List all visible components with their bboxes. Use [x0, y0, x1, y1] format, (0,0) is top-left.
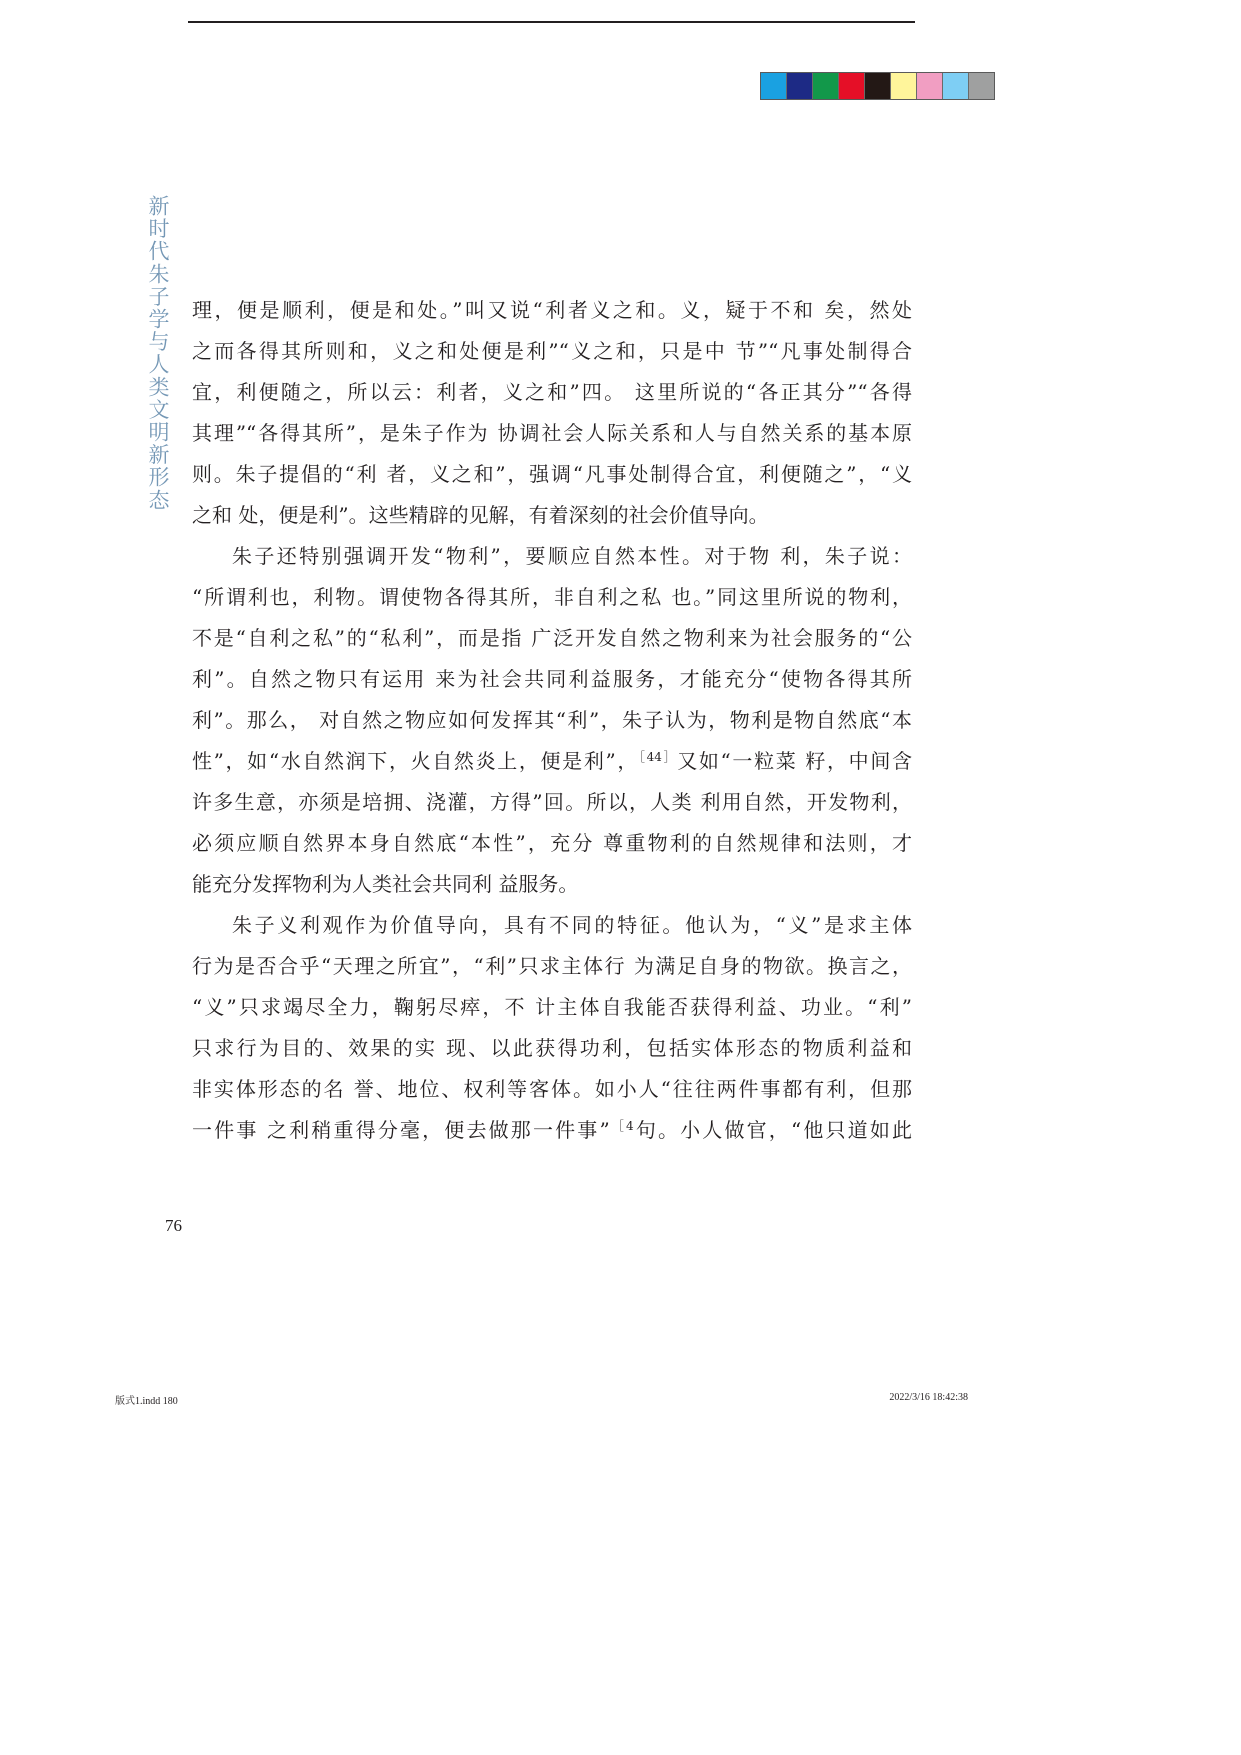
- text-line: 之和 处，便是利”。这些精辟的见解，有着深刻的社会价值导向。: [192, 503, 769, 527]
- color-swatch: [787, 73, 813, 99]
- body-text: [192, 290, 912, 1151]
- text-line: 许多生意，亦须是培拥、浇灌，方得”回。所以，人类 利用自然，开发物利，: [192, 790, 912, 814]
- color-swatch: [969, 73, 994, 99]
- text-line: 利”。自然之物只有运用 来为社会共同利益服务，才能充分“使物各得其所: [192, 667, 912, 691]
- color-swatch: [839, 73, 865, 99]
- paragraph: [192, 290, 912, 536]
- text-line: 其理”“各得其所”，是朱子作为 协调社会人际关系和人与自然关系的基本原: [192, 421, 912, 445]
- color-swatch: [865, 73, 891, 99]
- text-line: [192, 741, 912, 782]
- text-line: 理，便是顺利，便是和处。”叫又说“利者义之和。义，疑于不和 矣，然处: [192, 298, 912, 322]
- text-line: 非实体形态的名 誉、地位、权利等客体。如小人“往往两件事都有利，但那: [192, 1077, 912, 1101]
- paragraph: [192, 536, 912, 905]
- text-line: 不是“自利之私”的“私利”，而是指 广泛开发自然之物利来为社会服务的“公: [192, 626, 912, 650]
- footnote-ref: ［44］: [639, 750, 678, 764]
- text-line: 则。朱子提倡的“利 者，义之和”，强调“凡事处制得合宜，利便随之”，“义: [192, 462, 912, 486]
- footer-file-info: 版式1.indd 180: [115, 1396, 178, 1407]
- color-swatch: [813, 73, 839, 99]
- color-bar: [760, 72, 995, 100]
- text-line: 能充分发挥物利为人类社会共同利 益服务。: [192, 872, 579, 896]
- color-swatch: [917, 73, 943, 99]
- text-line: 利”。那么， 对自然之物应如何发挥其“利”，朱子认为，物利是物自然底“本: [192, 708, 912, 732]
- book-title-vertical: 新时代朱子学与人类文明新形态: [146, 195, 170, 512]
- text-line: 朱子还特别强调开发“物利”，要顺应自然本性。对于物 利，朱子说：: [232, 544, 912, 568]
- text-segment: 又如“一粒菜 籽，中间含: [677, 749, 912, 773]
- text-line: 必须应顺自然界本身自然底“本性”，充分 尊重物利的自然规律和法则，才: [192, 831, 912, 855]
- text-segment: 句。小人做官，“他只道如此: [633, 1118, 912, 1142]
- header-rule: [188, 21, 915, 23]
- text-line: 宜，利便随之，所以云：利者，义之和”四。 这里所说的“各正其分”“各得: [192, 380, 912, 404]
- page-number: 76: [165, 1216, 182, 1235]
- text-segment: 性”，如“水自然润下，火自然炎上，便是利”，: [192, 749, 639, 773]
- text-line: 朱子义利观作为价值导向，具有不同的特征。他认为，“义”是求主体: [232, 913, 912, 937]
- text-line: 之而各得其所则和，义之和处便是利”“义之和，只是中 节”“凡事处制得合: [192, 339, 912, 363]
- text-line: “义”只求竭尽全力，鞠躬尽瘁，不 计主体自我能否获得利益、功业。“利”: [192, 995, 912, 1019]
- color-swatch: [943, 73, 969, 99]
- color-swatch: [891, 73, 917, 99]
- color-swatch: [761, 73, 787, 99]
- footnote-ref: ［4: [609, 1119, 634, 1133]
- text-line: 行为是否合乎“天理之所宜”，“利”只求主体行 为满足自身的物欲。换言之，: [192, 954, 912, 978]
- paragraph: [192, 905, 912, 1151]
- text-segment: 一件事 之利稍重得分毫，便去做那一件事”: [192, 1118, 610, 1142]
- text-line: “所谓利也，利物。谓使物各得其所，非自利之私 也。”同这里所说的物利，: [192, 585, 912, 609]
- text-line: 只求行为目的、效果的实 现、以此获得功利，包括实体形态的物质利益和: [192, 1036, 912, 1060]
- footer-timestamp: 2022/3/16 18:42:38: [889, 1392, 968, 1403]
- text-line: [192, 1110, 912, 1151]
